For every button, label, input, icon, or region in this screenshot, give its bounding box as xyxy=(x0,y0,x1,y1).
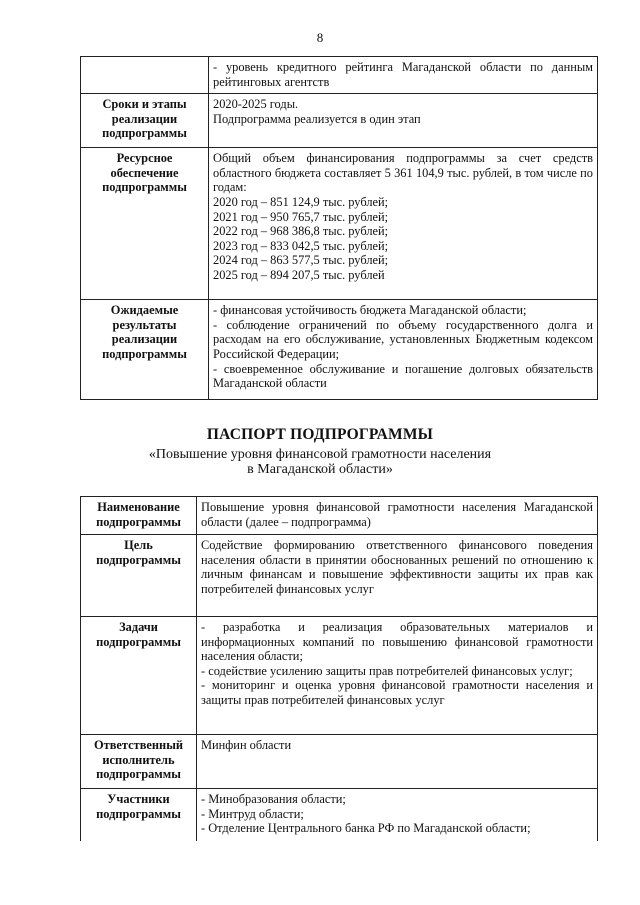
value-line: Подпрограмма реализуется в один этап xyxy=(213,111,421,126)
value-line: - соблюдение ограничений по объему государственного долга и расходам на его обслуживание, установленных Бюджетным кодексом Российской Федерации; xyxy=(213,317,593,361)
table-row xyxy=(81,535,598,617)
table-row xyxy=(81,735,598,789)
row-label-participants: Участники подпрограммы xyxy=(81,789,197,841)
table-row xyxy=(81,617,598,735)
row-value-funding xyxy=(209,148,598,300)
value-line: 2023 год – 833 042,5 тыс. рублей; xyxy=(213,238,389,253)
row-value-terms xyxy=(209,94,598,148)
row-value xyxy=(209,57,598,94)
table-row xyxy=(81,300,598,400)
value-line: - мониторинг и оценка уровня финансовой грамотности населения и защиты прав потребителей финансовых услуг xyxy=(201,678,593,707)
row-value-participants xyxy=(197,789,598,841)
value-line: 2020 год – 851 124,9 тыс. рублей; xyxy=(213,194,389,209)
value-line: - разработка и реализация образовательных материалов и информационных компаний по повышению финансовой грамотности населения области; xyxy=(201,620,593,664)
value-line: 2024 год – 863 577,5 тыс. рублей; xyxy=(213,253,389,268)
value-line: - своевременное обслуживание и погашение долговых обязательств Магаданской области xyxy=(213,361,593,391)
row-label xyxy=(81,57,209,94)
table-row xyxy=(81,57,598,94)
value-line: - Минтруд области; xyxy=(201,806,304,821)
table-row xyxy=(81,497,598,535)
value-line: - финансовая устойчивость бюджета Магаданской области; xyxy=(213,303,527,318)
row-label-name: Наименование подпрограммы xyxy=(81,497,197,535)
row-value-name xyxy=(197,497,598,535)
value-line: Общий объем финансирования подпрограммы за счет средств областного бюджета составляет 5 361 104,9 тыс. рублей, в том числе по годам: xyxy=(213,151,593,195)
value-line: 2021 год – 950 765,7 тыс. рублей; xyxy=(213,209,389,224)
value-line: 2025 год – 894 207,5 тыс. рублей xyxy=(213,267,385,282)
row-label-funding: Ресурсное обеспечение подпрограммы xyxy=(81,148,209,300)
subtitle-line-1: «Повышение уровня финансовой грамотности населения xyxy=(148,447,492,462)
value-line: - Отделение Центрального банка РФ по Магаданской области; xyxy=(201,821,531,836)
value-line: Содействие формированию ответственного финансового поведения населения области в принятии обоснованных решений по отношению к личным финансам и повышение эффективности защиты их прав как потребителей финансовых услуг xyxy=(201,538,593,596)
passport-table xyxy=(80,496,598,841)
subtitle-line-2: в Магаданской области» xyxy=(247,462,393,477)
value-line: - содействие усилению защиты прав потребителей финансовых услуг; xyxy=(201,663,573,678)
table-row xyxy=(81,94,598,148)
row-label-goal: Цель подпрограммы xyxy=(81,535,197,617)
table-row xyxy=(81,148,598,300)
row-value-goal xyxy=(197,535,598,617)
value-line: Повышение уровня финансовой грамотности населения Магаданской области (далее – подпрограмма) xyxy=(201,500,593,529)
row-label-results: Ожидаемые результаты реализации подпрограммы xyxy=(81,300,209,400)
passport-subtitle xyxy=(0,447,640,477)
row-value-tasks xyxy=(197,617,598,735)
passport-title: ПАСПОРТ ПОДПРОГРАММЫ xyxy=(206,426,434,443)
row-label-responsible: Ответственный исполнитель подпрограммы xyxy=(81,735,197,789)
row-label-tasks: Задачи подпрограммы xyxy=(81,617,197,735)
table-row xyxy=(81,789,598,841)
value-line: 2020-2025 годы. xyxy=(213,97,299,112)
value-line: Минфин области xyxy=(201,738,292,752)
row-value-results xyxy=(209,300,598,400)
subprogram-table-continued xyxy=(80,56,598,400)
value-line: - Минобразования области; xyxy=(201,792,346,806)
value-line: 2022 год – 968 386,8 тыс. рублей; xyxy=(213,224,389,239)
row-label-terms: Сроки и этапы реализации подпрограммы xyxy=(81,94,209,148)
row-value-responsible xyxy=(197,735,598,789)
page-number: 8 xyxy=(316,30,324,45)
value-line: - уровень кредитного рейтинга Магаданской области по данным рейтинговых агентств xyxy=(213,60,593,89)
